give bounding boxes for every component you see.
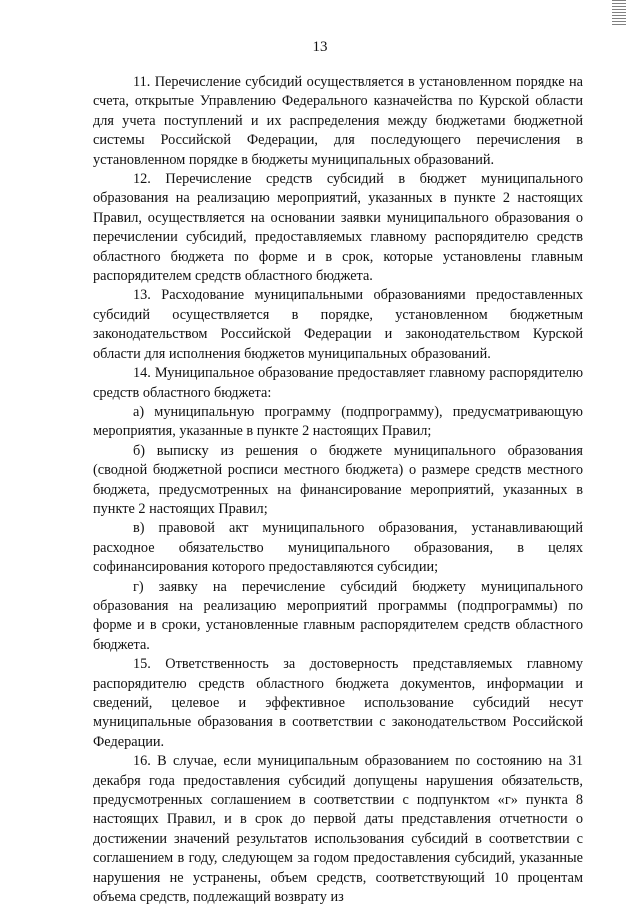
list-item-v: в) правовой акт муниципального образования, устанавливающий расходное обязательство муниципального образования, в целях софинансирования которого предоставляются субсидии; bbox=[93, 520, 583, 576]
paragraph-11: 11. Перечисление субсидий осуществляется в установленном порядке на счета, открытые Управлению Федерального казначейства по Курской области для учета поступлений и их распределения между бюджетами бюджетной системы Российской Федерации, для последующего перечисления в установленном порядке в бюджеты муниципальных образований. bbox=[93, 74, 583, 168]
paragraph-14: 14. Муниципальное образование предоставляет главному распорядителю средств областного бюджета: bbox=[93, 365, 583, 401]
list-item-a: а) муниципальную программу (подпрограмму), предусматривающую мероприятия, указанные в пункте 2 настоящих Правил; bbox=[93, 403, 583, 440]
paragraph-12: 12. Перечисление средств субсидий в бюджет муниципального образования на реализацию мероприятий, указанных в пункте 2 настоящих Правил, осуществляется на основании заявки муниципального образования о перечислении субсидий, предоставляемых главному распорядителю средств областного бюджета по форме и в срок, которые установлены главным распорядителем средств областного бюджета. bbox=[93, 171, 583, 285]
page-number: 13 bbox=[312, 39, 328, 55]
list-item-g: г) заявку на перечисление субсидий бюджету муниципального образования на реализацию мероприятий программы (подпрограммы) по форме и в сроки, установленные главным распорядителем средств областного бюджета. bbox=[93, 578, 583, 653]
paragraph-16: 16. В случае, если муниципальным образованием по состоянию на 31 декабря года предоставления субсидий допущены нарушения обязательств, предусмотренных соглашением в соответствии с подпунктом «г» пункта 8 настоящих Правил, и в срок до первой даты представления отчетности о достижении значений результатов использования субсидий в соответствии с соглашением в году, следующем за годом предоставления субсидий, указанные нарушения не устранены, объем средств, соответствующий 10 процентам объема средств, подлежащий возврату из bbox=[93, 753, 583, 906]
paragraph-15: 15. Ответственность за достоверность представляемых главному распорядителю средств областного бюджета документов, информации и сведений, целевое и эффективное использование субсидий несут муниципальные образования в соответствии с законодательством Российской Федерации. bbox=[93, 656, 583, 750]
document-body bbox=[93, 73, 583, 907]
list-item-b: б) выписку из решения о бюджете муниципального образования (сводной бюджетной росписи местного бюджета) о размере средств местного бюджета, предусмотренных на финансирование мероприятий, указанных в пункте 2 настоящих Правил; bbox=[93, 442, 583, 517]
paragraph-13: 13. Расходование муниципальными образованиями предоставленных субсидий осуществляется в порядке, установленном бюджетным законодательством Российской Федерации и законодательством Курской области для исполнения бюджетов муниципальных образований. bbox=[93, 287, 583, 362]
scan-mark bbox=[612, 0, 626, 26]
